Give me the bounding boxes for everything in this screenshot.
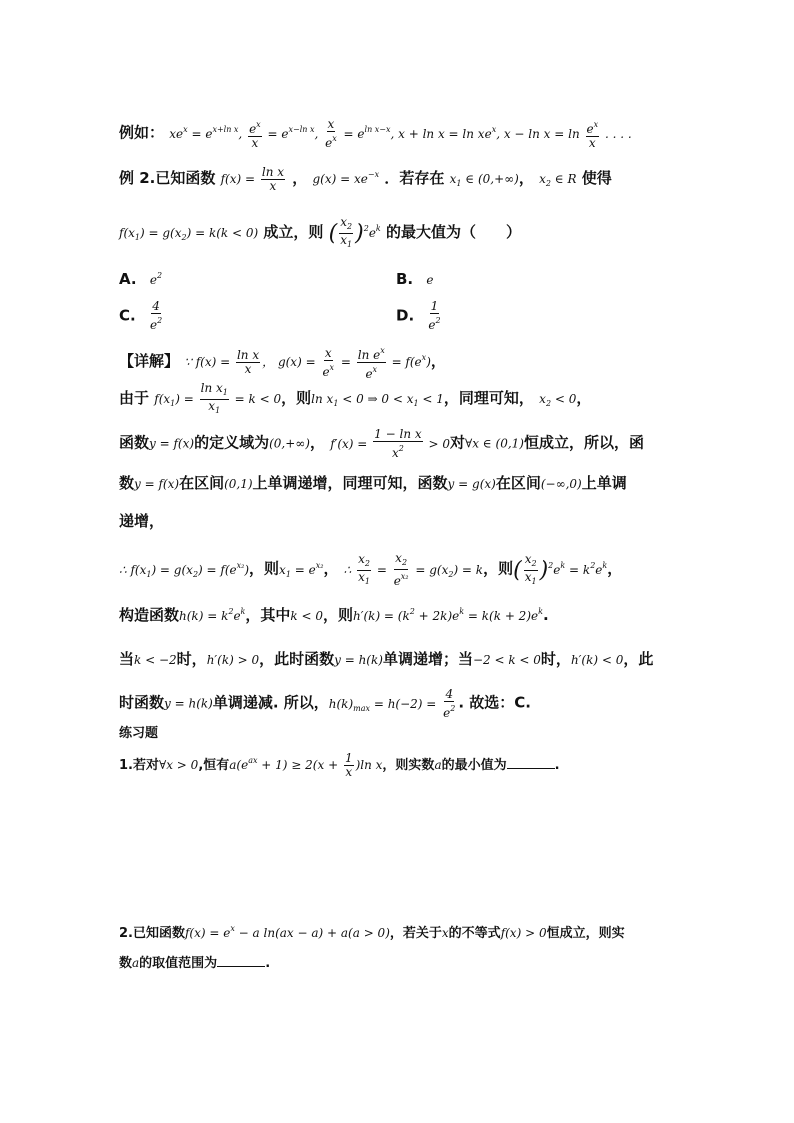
formula-f: f(x) = $\frac{\text{ln x}}{x}$ xyxy=(220,165,285,193)
example2-line2 xyxy=(119,216,521,251)
option-b: B. e xyxy=(396,270,434,288)
comma: ， xyxy=(292,169,308,187)
example-line xyxy=(119,118,632,150)
answer-blank-1[interactable] xyxy=(507,756,555,769)
formula-g: $g(x) = xe^{-x}$ xyxy=(312,170,380,186)
solution-line3: 函数y = f(x)的定义域为(0,+∞)， f′(x) = $\frac{\text{1 − ln x}}{x^2}$ > 0对∀x ∈ (0,1)恒成立，所以，函 xyxy=(119,427,644,460)
solution-line5: 递增， xyxy=(119,512,165,530)
solution-line8: 当k < −2时，h′(k) > 0，此时函数y = h(k)单调递增；当−2 < k < 0时，h′(k) < 0，此 xyxy=(119,650,654,668)
text-holds: 成立，则 xyxy=(263,223,324,241)
formula-x1: $x_1$ ∈ (0,+∞) xyxy=(449,172,519,188)
option-d: D. $\frac{1}{e^2}$ xyxy=(396,299,441,332)
answer-blank-2[interactable] xyxy=(217,954,265,967)
example-formulas: $xe^x = e^{x+ln x}$, $\frac{e^x}{x}$ = $e^{x-ln x}$, $\frac{x}{e^x}$ = $e^{ln x-x}$, $x + \ln x = \ln xe^x$, x − ln x = ln $\frac{e^x}{x}$ . . . . xyxy=(169,117,632,150)
text-make: 使得 xyxy=(581,169,612,187)
solution-line9: 时函数y = h(k)单调递减. 所以，$h(k)_{max} = h(-2)$ = $\frac{4}{e^2}$ . 故选：C. xyxy=(119,687,532,720)
solution-line4: 数y = f(x)在区间(0,1)上单调递增，同理可知，函数y = g(x)在区间(−∞,0)上单调 xyxy=(119,474,627,492)
example-label: 例如： xyxy=(119,123,165,142)
practice-q2-line2: 数a的取值范围为 . xyxy=(119,956,271,971)
formula-x2: $x_2$ ∈ R xyxy=(539,172,577,188)
detail-label: 【详解】 xyxy=(119,352,180,370)
solution-line2: 由于 $f(x_1)$ = $\frac{\ln x_1}{x_1}$ = k < 0，则$\ln x_1 < 0$ ⇒ $0 < x_1 < 1$，同理可知， $x_2 < 0$， xyxy=(119,381,592,415)
solution-line6: ∴ $f(x_1) = g(x_2) = f(e^{x_2})$，则$x_1 = e^{x_2}$， ∴ $\frac{x_2}{x_1}$ = $\frac{x_2}{e^{x_2}}$ = $g(x_2) = k$，则( $\frac{x_2}{x_1}$ )$^2e^k = k^2e^k$， xyxy=(119,551,623,588)
solution-line7: 构造函数$h(k) = k^2e^k$，其中k < 0，则$h'(k) = (k^2 + 2k)e^k = k(k + 2)e^k$. xyxy=(119,606,549,624)
example2-title: 例 2.已知函数 xyxy=(119,169,216,187)
practice-q2: 2.已知函数$f(x) = e^x - a$ ln(ax − a) + a(a > 0)，若关于x的不等式f(x) > 0恒成立，则实 xyxy=(119,924,625,941)
practice-q1: 1.若对∀x > 0,恒有$a(e^{ax} + 1) \ge 2(x$ + $\frac{1}{x}$ )ln x，则实数a的最小值为 . xyxy=(119,751,560,779)
solution-line1: 【详解】 ∵ f(x) = $\frac{\text{ln x}}{x}$ ， g(x) = $\frac{x}{e^x}$ = $\frac{\ln e^x}{e^x}$ = $f(e^x)$， xyxy=(119,345,446,381)
formula-condition: $f(x_1) = g(x_2) = k(k < 0)$ xyxy=(119,226,259,242)
practice-heading: 练习题 xyxy=(119,726,159,741)
text-if-exists: ．若存在 xyxy=(384,169,445,187)
option-a: A. $e^2$ xyxy=(119,270,163,288)
text-max: 的最大值为（ ） xyxy=(386,223,522,241)
option-c: C. $\frac{4}{e^2}$ xyxy=(119,299,163,332)
example2-line: 例 2.已知函数 f(x) = $\frac{\text{ln x}}{x}$ ， $g(x) = xe^{-x}$ ．若存在 $x_1$ ∈ (0,+∞)， $x_2$ ∈ R 使得 xyxy=(119,165,612,193)
formula-target: ( $\frac{x_2}{x_1}$ )$^2e^k$ xyxy=(328,215,381,249)
